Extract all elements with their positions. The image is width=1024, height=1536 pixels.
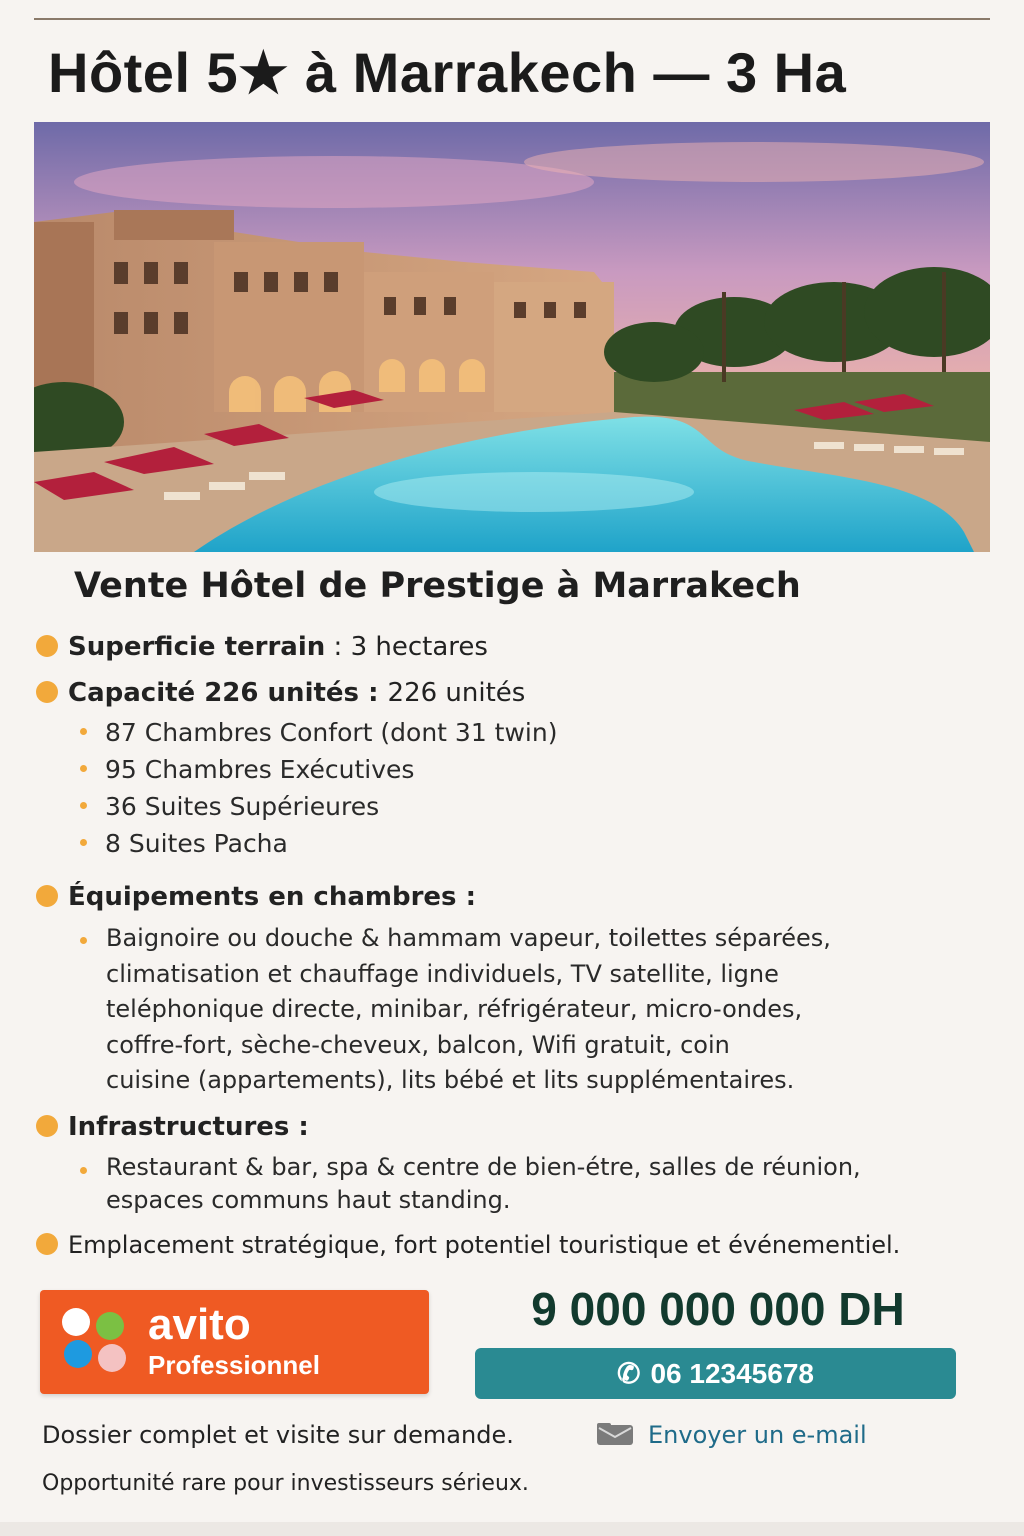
infrastructures-line: Restaurant & bar, spa & centre de bien-étre, salles de réunion, — [106, 1153, 861, 1181]
room-type-item — [80, 792, 379, 821]
logo-dot — [98, 1344, 126, 1372]
equipements-line: cuisine (appartements), lits bébé et lits supplémentaires. — [106, 1066, 795, 1094]
hotel-photo — [34, 122, 990, 552]
sub-bullet-icon — [80, 839, 87, 846]
page-title: Hôtel 5★ à Marrakech — 3 Ha — [48, 41, 847, 104]
capacite-label: Capacité 226 unités — [68, 678, 360, 708]
room-type-item — [80, 718, 557, 747]
call-button[interactable] — [475, 1348, 956, 1399]
phone-number: 06 12345678 — [650, 1357, 814, 1389]
equipements-line: teléphonique directe, minibar, réfrigérateur, micro-ondes, — [106, 995, 803, 1023]
feature-equipements — [36, 882, 476, 912]
room-type-item — [80, 829, 288, 858]
room-type-label: 36 Suites Supérieures — [105, 792, 380, 821]
phone-icon: ✆ — [617, 1358, 641, 1389]
sub-bullet-icon — [80, 728, 87, 735]
bottom-band — [0, 1522, 1024, 1536]
infrastructures-label: Infrastructures : — [68, 1112, 309, 1142]
logo-dot — [62, 1308, 90, 1336]
feature-emplacement — [36, 1231, 900, 1259]
bullet-icon — [36, 1233, 58, 1255]
opportunite-text: Opportunité rare pour investisseurs sérieux. — [42, 1471, 529, 1496]
price: 9 000 000 000 DH — [531, 1283, 905, 1335]
emplacement-text: Emplacement stratégique, fort potentiel touristique et événementiel. — [68, 1231, 901, 1259]
superficie-label: Superficie terrain — [68, 632, 326, 662]
bullet-icon — [36, 1115, 58, 1137]
equipements-line: Baignoire ou douche & hammam vapeur, toilettes séparées, — [106, 924, 831, 952]
sub-bullet-icon — [80, 1167, 87, 1174]
bullet-icon — [36, 681, 58, 703]
logo-dot — [96, 1312, 124, 1340]
capacite-value: 226 unités — [387, 678, 526, 708]
equipements-label: Équipements en chambres : — [68, 882, 476, 912]
room-type-label: 87 Chambres Confort (dont 31 twin) — [105, 718, 558, 747]
room-type-item — [80, 755, 414, 784]
avito-logo — [40, 1290, 429, 1394]
room-type-label: 8 Suites Pacha — [105, 829, 288, 858]
equipements-line: climatisation et chauffage individuels, TV satellite, ligne — [106, 959, 779, 988]
infrastructures-text — [106, 1151, 966, 1217]
superficie-value: 3 hectares — [350, 632, 488, 662]
bullet-icon — [36, 885, 58, 907]
feature-capacite — [36, 678, 525, 708]
equipements-text — [106, 921, 966, 1099]
logo-brand: avito — [148, 1300, 251, 1349]
sub-bullet-icon — [80, 765, 87, 772]
room-type-label: 95 Chambres Exécutives — [105, 755, 415, 784]
equipements-line: coffre-fort, sèche-cheveux, balcon, Wifi gratuit, coin — [106, 1030, 730, 1059]
logo-dot — [64, 1340, 92, 1368]
feature-infrastructures — [36, 1112, 309, 1142]
superficie-sep: : — [325, 632, 351, 662]
logo-tagline: Professionnel — [148, 1350, 320, 1380]
feature-superficie — [36, 632, 488, 662]
listing-subtitle: Vente Hôtel de Prestige à Marrakech — [74, 566, 801, 606]
top-divider — [34, 18, 990, 20]
sub-bullet-icon — [80, 802, 87, 809]
capacite-sep: : — [359, 678, 388, 708]
infrastructures-line: espaces communs haut standing. — [106, 1186, 511, 1214]
envelope-icon[interactable] — [596, 1422, 634, 1446]
bullet-icon — [36, 635, 58, 657]
sub-bullet-icon — [80, 937, 87, 944]
dossier-text: Dossier complet et visite sur demande. — [42, 1421, 514, 1449]
send-email-link[interactable]: Envoyer un e-mail — [648, 1421, 867, 1449]
